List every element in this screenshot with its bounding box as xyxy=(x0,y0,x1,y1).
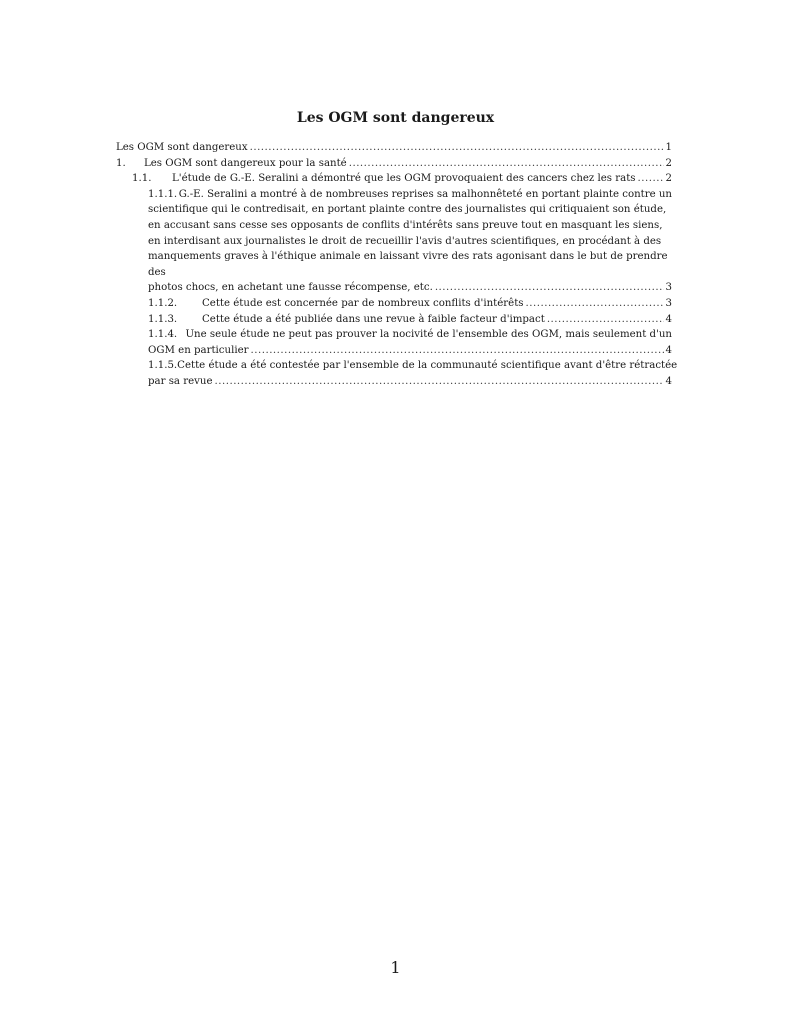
toc-entry-number: 1.1.5. xyxy=(148,360,178,372)
toc-page-number: 4 xyxy=(665,344,672,356)
toc-leader xyxy=(526,296,664,312)
toc-entry[interactable] xyxy=(132,171,672,187)
toc-entry-text-last: par sa revue xyxy=(148,375,213,387)
toc-page-number: 4 xyxy=(665,375,672,387)
toc-entry-number: 1.1.3. xyxy=(148,313,178,325)
toc-page-number: 3 xyxy=(665,297,672,309)
toc-entry-text: L'étude de G.-E. Seralini a démontré que les OGM provoquaient des cancers chez les rats xyxy=(172,173,636,185)
toc-entry[interactable] xyxy=(116,156,672,172)
toc-entry-text: G.-E. Seralini a montré à de nombreuses reprises sa malhonnêteté en portant plainte contre un xyxy=(178,188,672,200)
toc-leader xyxy=(547,312,664,328)
toc-entry-number: 1.1.2. xyxy=(148,297,178,309)
toc-entry[interactable] xyxy=(116,140,672,156)
page-number: 1 xyxy=(390,958,401,977)
toc-entry-text: Cette étude a été publiée dans une revue à faible facteur d'impact xyxy=(202,313,545,325)
toc-entry-text: Les OGM sont dangereux pour la santé xyxy=(144,157,347,169)
toc-leader xyxy=(349,156,664,172)
toc-page-number: 1 xyxy=(665,142,672,153)
toc-entry[interactable] xyxy=(148,327,672,358)
toc-page-number: 3 xyxy=(665,282,672,294)
toc-entry-text: Cette étude a été contestée par l'ensemble de la communauté scientifique avant d'être rétractée xyxy=(177,360,678,372)
toc-leader xyxy=(215,374,664,390)
toc-entry-text: Une seule étude ne peut pas prouver la nocivité de l'ensemble des OGM, mais seulement d'un xyxy=(185,329,672,341)
toc-entry-text-last: photos chocs, en achetant une fausse récompense, etc. xyxy=(148,282,433,294)
toc-entry-text-continued: scientifique qui le contredisait, en portant plainte contre des journalistes qui critiquaient son étude, en accusant sans cesse ses opposants de conflits d'intérêts sans preuve tout en masquant les siens, en interdisant aux journalistes le droit de recueillir l'avis d'autres scientifiques, en procédant à des manquements graves à l'éthique animale en laissant vivre des rats agonisant dans le but de prendre des xyxy=(148,204,668,278)
document-title: Les OGM sont dangereux xyxy=(296,110,495,126)
toc-leader xyxy=(250,140,664,156)
table-of-contents xyxy=(116,140,678,390)
toc-entry-number: 1.1. xyxy=(132,173,152,185)
toc-entry-number: 1.1.4. xyxy=(148,329,178,341)
toc-leader xyxy=(435,280,664,296)
toc-page-number: 2 xyxy=(665,157,672,169)
toc-entry-number: 1.1.1. xyxy=(148,188,178,200)
toc-entry-number: 1. xyxy=(116,157,126,169)
toc-entry[interactable] xyxy=(148,187,672,296)
toc-leader xyxy=(638,171,664,187)
toc-leader xyxy=(251,343,664,359)
toc-entry[interactable] xyxy=(148,358,678,389)
toc-page-number: 4 xyxy=(665,313,672,325)
toc-entry[interactable] xyxy=(148,312,672,328)
toc-page-number: 2 xyxy=(665,173,672,185)
toc-entry-text: Cette étude est concernée par de nombreux conflits d'intérêts xyxy=(202,297,524,309)
toc-entry-text: Les OGM sont dangereux xyxy=(116,142,248,153)
toc-entry[interactable] xyxy=(148,296,672,312)
toc-entry-text-last: OGM en particulier xyxy=(148,344,249,356)
